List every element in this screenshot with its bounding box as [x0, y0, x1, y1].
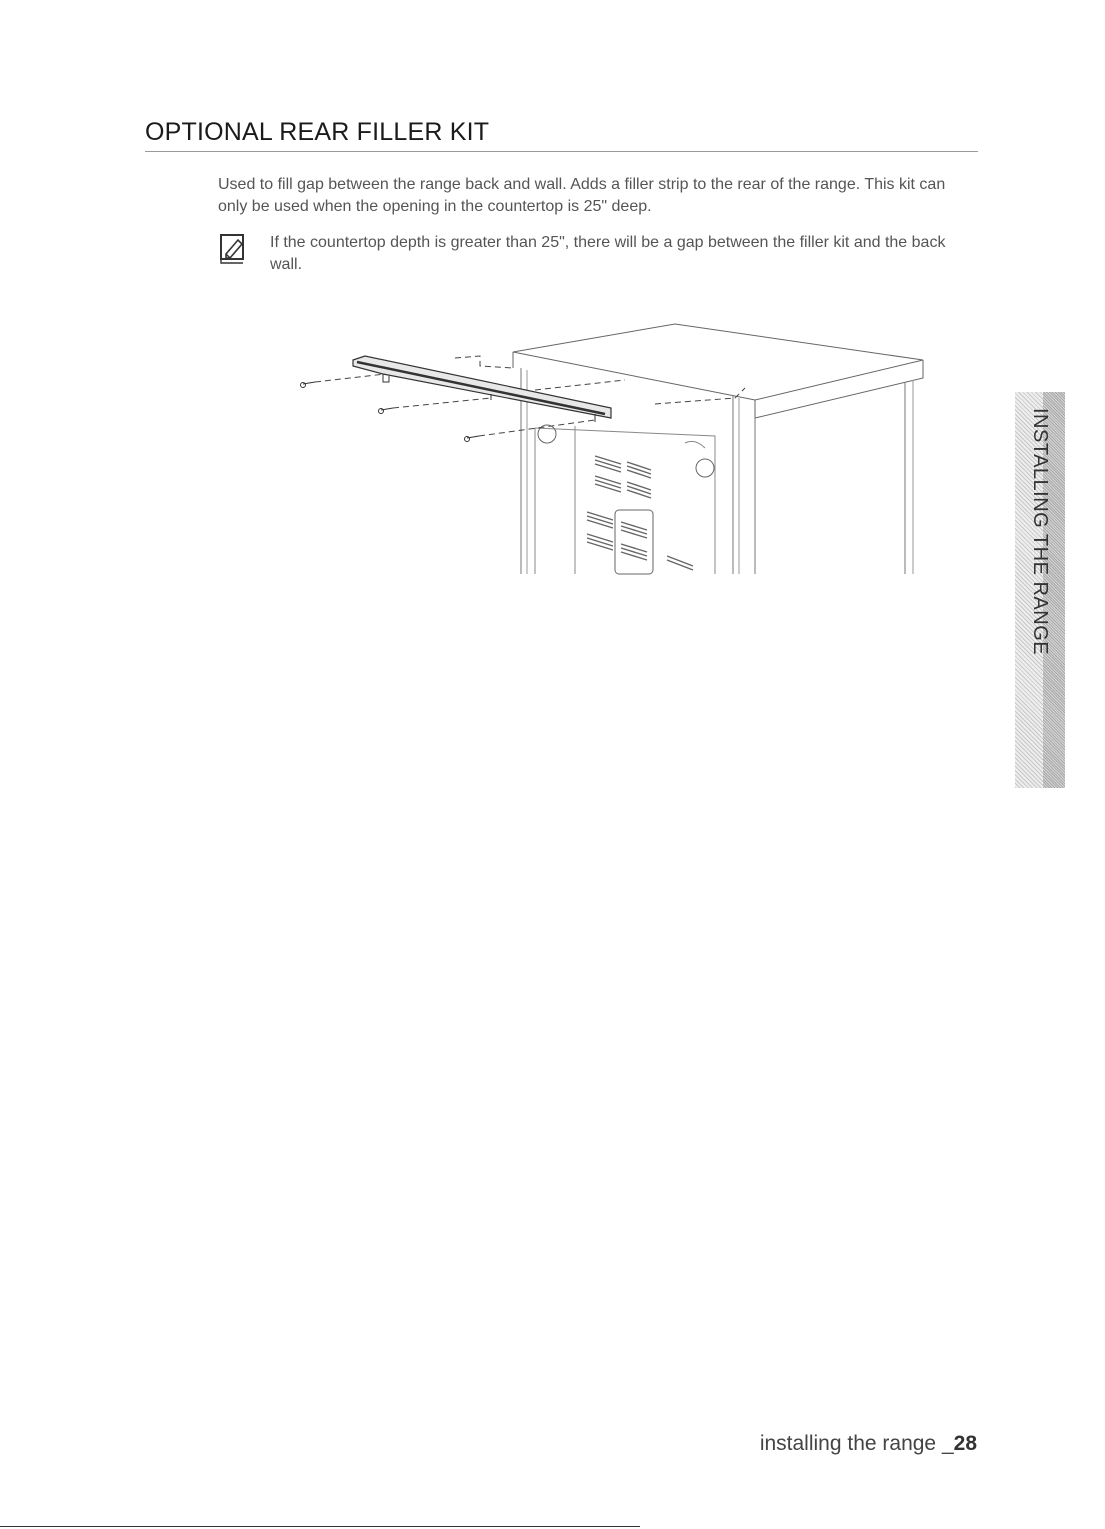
note-text: If the countertop depth is greater than 25", there will be a gap between the filler kit and the back wall. [270, 234, 946, 273]
note-pencil-icon [218, 232, 248, 266]
bottom-scan-line [0, 1526, 640, 1527]
intro-paragraph: Used to fill gap between the range back and wall. Adds a filler strip to the rear of the range. This kit can only be used when the opening in the countertop is 25" deep. [218, 176, 946, 215]
footer-section-label: installing the range _ [759, 1432, 954, 1455]
side-tab-label: INSTALLING THE RANGE [1029, 408, 1051, 656]
chapter-side-tab [1015, 392, 1065, 788]
title-divider [145, 151, 978, 152]
rear-filler-kit-illustration [295, 318, 935, 580]
page-number: 28 [953, 1432, 977, 1455]
page-title: OPTIONAL REAR FILLER KIT [145, 118, 490, 146]
page-footer [760, 1432, 977, 1456]
